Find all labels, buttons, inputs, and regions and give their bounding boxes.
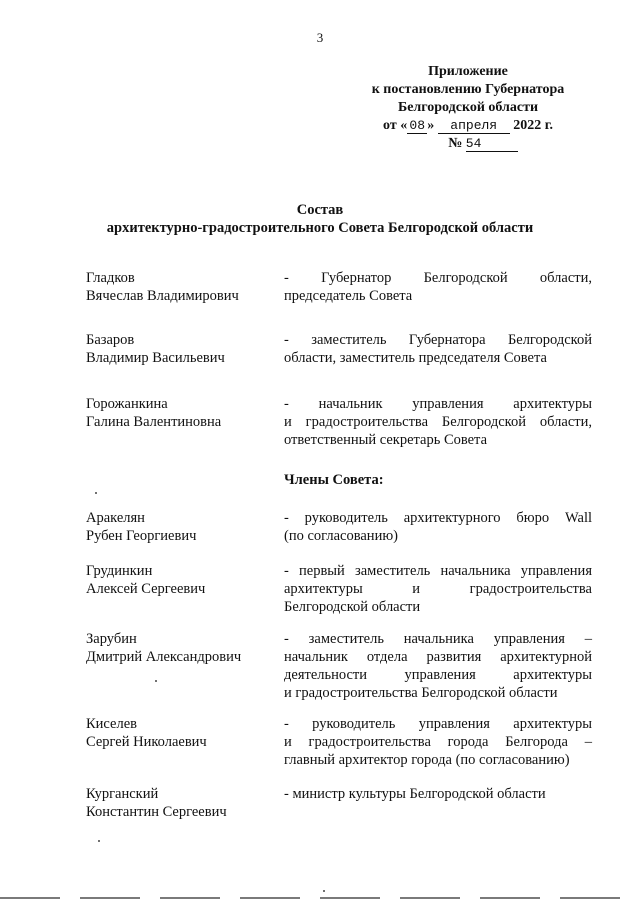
role-line: - руководитель управления архитектуры	[284, 716, 592, 732]
scan-speck	[323, 890, 325, 892]
number-prefix: №	[448, 136, 463, 151]
appendix-date-line	[348, 117, 588, 135]
date-prefix: от «	[383, 118, 408, 133]
member-role	[284, 715, 592, 769]
member-name	[86, 395, 276, 431]
role-line: - министр культуры Белгородской области	[284, 786, 546, 802]
member-name	[86, 331, 276, 367]
appendix-title: Приложение	[428, 64, 508, 79]
member-name	[86, 785, 276, 821]
page-number: 3	[316, 30, 324, 45]
role-line: начальник отдела развития архитектурной	[284, 649, 592, 665]
member-given-names: Владимир Васильевич	[86, 350, 225, 366]
member-given-names: Алексей Сергеевич	[86, 581, 206, 597]
scan-speck	[98, 840, 100, 842]
document-title	[0, 201, 640, 237]
appendix-number-line	[348, 135, 588, 153]
member-surname: Гладков	[86, 270, 135, 286]
date-mid: »	[427, 118, 435, 133]
member-surname: Курганский	[86, 786, 159, 802]
member-role	[284, 331, 592, 367]
appendix-region-line: Белгородской области	[397, 100, 539, 115]
member-name	[86, 269, 276, 305]
role-line: - руководитель архитектурного бюро Wall	[284, 510, 592, 526]
role-line: архитектуры и градостроительства	[284, 581, 592, 597]
role-line: - начальник управления архитектуры	[284, 396, 592, 412]
role-line: (по согласованию)	[284, 528, 398, 544]
date-month: апреля	[438, 119, 510, 134]
member-surname: Горожанкина	[86, 396, 168, 412]
scan-speck	[155, 680, 157, 682]
member-name	[86, 509, 276, 545]
member-surname: Базаров	[86, 332, 135, 348]
member-name	[86, 715, 276, 751]
member-role	[284, 785, 592, 803]
scan-edge	[0, 897, 640, 899]
member-surname: Зарубин	[86, 631, 137, 647]
member-role	[284, 269, 592, 305]
title-line-1: Состав	[296, 202, 344, 218]
role-line: - заместитель начальника управления –	[284, 631, 592, 647]
member-given-names: Сергей Николаевич	[86, 734, 207, 750]
date-year: 2022 г.	[513, 118, 553, 133]
member-name	[86, 562, 276, 598]
member-surname: Грудинкин	[86, 563, 153, 579]
role-line: главный архитектор города (по согласованию)	[284, 752, 570, 768]
role-line: - Губернатор Белгородской области,	[284, 270, 592, 286]
member-surname: Киселев	[86, 716, 137, 732]
member-given-names: Константин Сергеевич	[86, 804, 227, 820]
role-line: области, заместитель председателя Совета	[284, 350, 547, 366]
title-line-2: архитектурно-градостроительного Совета Белгородской области	[106, 220, 534, 236]
member-surname: Аракелян	[86, 510, 145, 526]
scan-speck	[95, 492, 97, 494]
role-line: и градостроительства Белгородской области,	[284, 414, 592, 430]
role-line: Белгородской области	[284, 599, 421, 615]
role-line: и градостроительства Белгородской области	[284, 685, 558, 701]
member-given-names: Галина Валентиновна	[86, 414, 222, 430]
role-line: - первый заместитель начальника управления	[284, 563, 592, 579]
appendix-header	[348, 63, 588, 153]
role-line: и градостроительства города Белгорода –	[284, 734, 592, 750]
member-name	[86, 630, 276, 666]
appendix-decree-line: к постановлению Губернатора	[371, 82, 565, 97]
date-day: 08	[407, 119, 427, 134]
member-role	[284, 395, 592, 449]
decree-number: 54	[466, 137, 518, 152]
member-given-names: Вячеслав Владимирович	[86, 288, 239, 304]
member-given-names: Дмитрий Александрович	[86, 649, 242, 665]
member-role	[284, 630, 592, 702]
role-line: председатель Совета	[284, 288, 413, 304]
member-role	[284, 509, 592, 545]
role-line: - заместитель Губернатора Белгородской	[284, 332, 592, 348]
members-heading: Члены Совета:	[284, 472, 384, 488]
member-role	[284, 562, 592, 616]
role-line: деятельности управления архитектуры	[284, 667, 592, 683]
member-given-names: Рубен Георгиевич	[86, 528, 197, 544]
role-line: ответственный секретарь Совета	[284, 432, 488, 448]
